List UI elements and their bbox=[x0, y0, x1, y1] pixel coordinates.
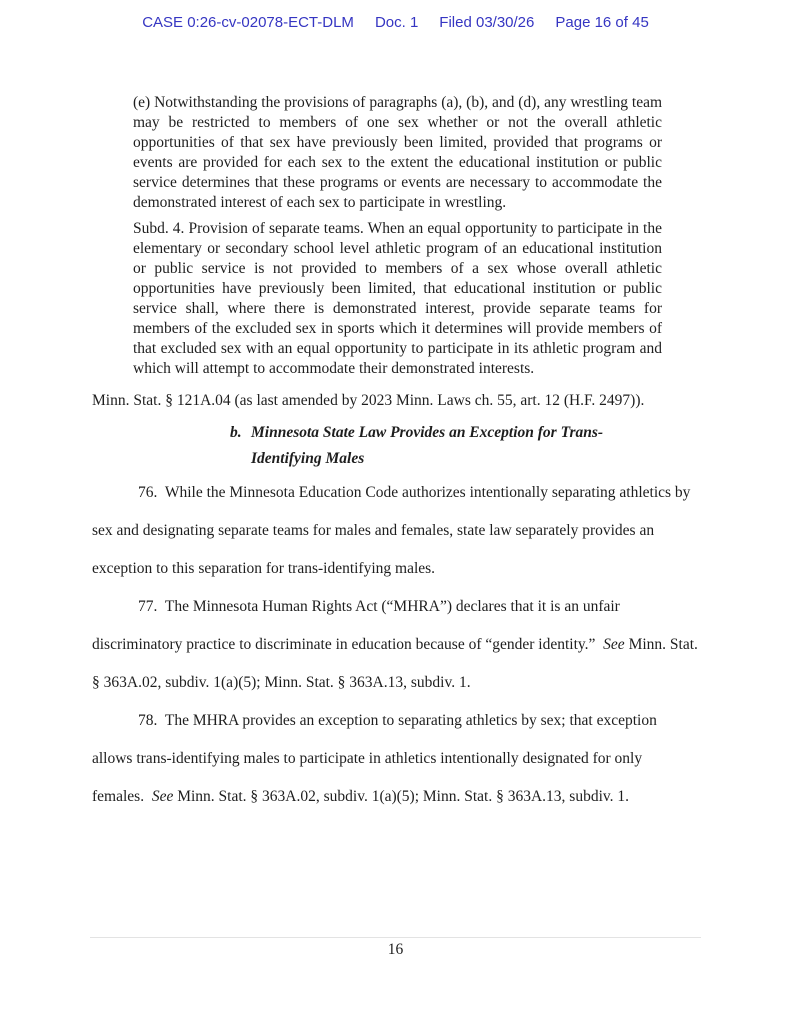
footer-divider bbox=[90, 937, 701, 938]
paragraph-76: 76. While the Minnesota Education Code authorizes intentionally separating athletics by sex and designating separate teams for males and females, state law separately provides an exception to this separation for trans-identifying males. bbox=[92, 484, 691, 577]
page-number: 16 bbox=[387, 941, 404, 958]
stamp-doc-number: Doc. 1 bbox=[374, 14, 419, 31]
paragraph-77: 77. The Minnesota Human Rights Act (“MHRA”) declares that it is an unfair discriminatory practice to discriminate in education because of “gender identity.” See Minn. Stat. § 363A.02, subdiv. 1(a)(5); Minn. Stat. § 363A.13, subdiv. 1. bbox=[92, 598, 698, 691]
paragraph-78: 78. The MHRA provides an exception to separating athletics by sex; that exception allows trans-identifying males to participate in athletics intentionally designated for only females. See Minn. Stat. § 363A.02, subdiv. 1(a)(5); Minn. Stat. § 363A.13, subdiv. 1. bbox=[92, 712, 657, 805]
stamp-filed-date: Filed 03/30/26 bbox=[439, 14, 535, 31]
section-heading-b bbox=[230, 420, 700, 472]
block-quote-subd-4: Subd. 4. Provision of separate teams. When an equal opportunity to participate in the elementary or secondary school level athletic program of an educational institution or public service is not provided to members of a sex whose overall athletic opportunities have previously been limited, that educational institution or public service shall, where there is demonstrated interest, provide separate teams for members of the excluded sex in sports which it determines will provide members of that excluded sex with an equal opportunity to participate in its athletic program and which will attempt to accommodate their demonstrated interests. bbox=[133, 220, 662, 377]
stamp-case-number: CASE 0:26-cv-02078-ECT-DLM bbox=[142, 14, 354, 31]
section-heading-label: b. bbox=[230, 424, 242, 441]
document-body bbox=[92, 93, 700, 816]
court-stamp-header bbox=[0, 14, 791, 31]
section-heading-text: Minnesota State Law Provides an Exception for Trans-Identifying Males bbox=[251, 424, 604, 467]
stamp-page-info: Page 16 of 45 bbox=[555, 14, 649, 31]
block-quote-paragraph-e: (e) Notwithstanding the provisions of paragraphs (a), (b), and (d), any wrestling team may be restricted to members of one sex whether or not the overall athletic opportunities of that sex have previously been limited, provided that programs or events are provided for each sex to the extent the educational institution or public service determines that these programs or events are necessary to accommodate the demonstrated interest of each sex to participate in wrestling. bbox=[133, 94, 663, 211]
statute-citation: Minn. Stat. § 121A.04 (as last amended by 2023 Minn. Laws ch. 55, art. 12 (H.F. 2497)). bbox=[92, 392, 645, 409]
